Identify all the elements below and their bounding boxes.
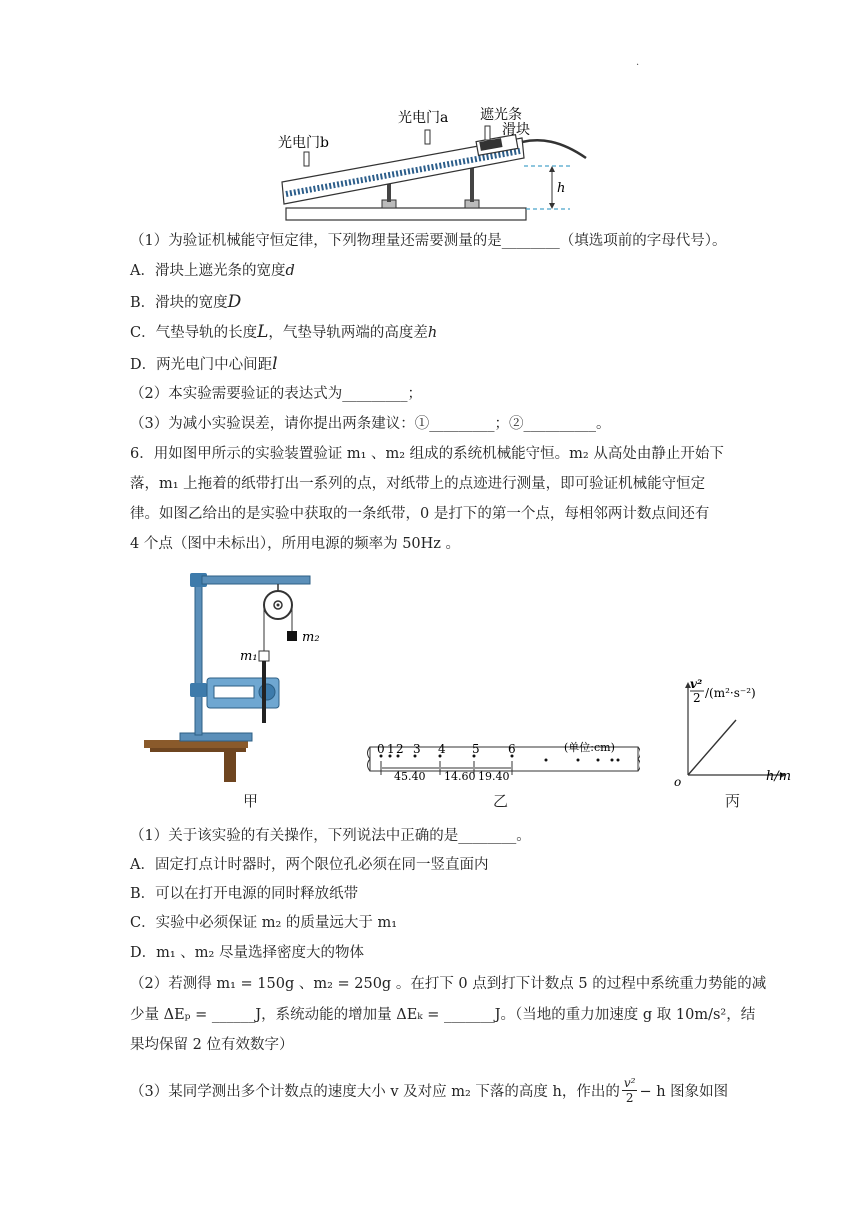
paper-tape	[262, 661, 266, 723]
svg-text:2: 2	[396, 742, 404, 756]
dist-3: 19.40	[478, 770, 510, 783]
figure-jia	[140, 565, 320, 785]
svg-text:5: 5	[472, 742, 480, 756]
bing-ylabel: /(m²·s⁻²)	[705, 686, 756, 700]
q6-q2b: 少量 ΔEₚ = ______J，系统动能的增加量 ΔEₖ = _______J。（当地的重力加速度 g 取 10m/s²，结	[130, 1007, 756, 1023]
mass-m2	[287, 631, 297, 641]
q6-p2: 落，m₁ 上拖着的纸带打出一系列的点，对纸带上的点迹进行测量，即可验证机械能守恒定	[130, 476, 706, 492]
crossbar	[202, 576, 310, 584]
svg-text:6: 6	[508, 742, 516, 756]
label-slider: 滑块	[502, 122, 530, 138]
air-hose	[522, 140, 586, 158]
graph-line	[688, 720, 736, 775]
q6-p4: 4 个点（图中未标出），所用电源的频率为 50Hz 。	[130, 536, 461, 552]
figure-yi	[360, 735, 640, 785]
label-h: h	[557, 181, 566, 196]
svg-text:3: 3	[413, 742, 421, 756]
q6-optC: C．实验中必须保证 m₂ 的质量远大于 m₁	[130, 915, 398, 931]
dist-1: 45.40	[394, 770, 426, 783]
timer-knob	[259, 684, 275, 700]
q6-q3: （3）某同学测出多个计数点的速度大小 v 及对应 m₂ 下落的高度 h，作出的 v² 2 − h 图象如图	[130, 1075, 729, 1105]
svg-text:4: 4	[438, 742, 446, 756]
label-yi: 乙	[493, 792, 509, 810]
q5-optB: B．滑块的宽度D	[130, 292, 242, 312]
label-gate-b: 光电门b	[278, 135, 329, 151]
dist-2: 14.60	[444, 770, 476, 783]
gate-b	[304, 152, 309, 166]
label-m1: m₁	[240, 649, 258, 664]
q6-optA: A．固定打点计时器时，两个限位孔必须在同一竖直面内	[130, 857, 489, 873]
air-track-figure	[270, 100, 600, 225]
q6-q1: （1）关于该实验的有关操作，下列说法中正确的是________。	[130, 828, 531, 844]
q6-optB: B．可以在打开电源的同时释放纸带	[130, 886, 359, 902]
var-d: d	[285, 263, 295, 279]
bing-origin: o	[674, 775, 682, 789]
q5-line3: （3）为减小实验误差，请你提出两条建议：①_________；②__________。	[130, 416, 611, 432]
stand-pole	[195, 575, 202, 735]
q5-optA: A．滑块上遮光条的宽度d	[130, 263, 295, 279]
page-mark: ·	[636, 60, 640, 71]
stand-base	[180, 733, 252, 741]
label-m2: m₂	[302, 630, 320, 645]
mass-m1	[259, 651, 269, 661]
clamp-mid	[190, 683, 207, 697]
base-plate	[286, 208, 526, 220]
bing-den: 2	[693, 691, 701, 705]
fraction-v2-over-2: v² 2	[623, 1075, 636, 1105]
q6-q2c: 果均保留 2 位有效数字）	[130, 1037, 294, 1053]
support-right	[470, 168, 474, 202]
q5-line1: （1）为验证机械能守恒定律，下列物理量还需要测量的是________（填选项前的字母代号）。	[130, 233, 727, 249]
gate-a	[425, 130, 430, 144]
q6-optD: D．m₁ 、m₂ 尽量选择密度大的物体	[130, 945, 364, 961]
var-D: D	[227, 292, 242, 312]
label-bing: 丙	[725, 792, 741, 810]
svg-text:1: 1	[387, 742, 395, 756]
q5-optD: D．两光电门中心间距l	[130, 354, 278, 374]
tape-unit: (单位:cm)	[564, 741, 615, 754]
q6-q2a: （2）若测得 m₁ = 150g 、m₂ = 250g 。在打下 0 点到打下计数点 5 的过程中系统重力势能的减	[130, 976, 767, 992]
table-leg	[224, 752, 236, 782]
q5-optC: C．气垫导轨的长度L，气垫导轨两端的高度差h	[130, 322, 438, 342]
label-gate-a: 光电门a	[398, 110, 449, 126]
strip-marker	[485, 126, 490, 140]
q6-p3: 律。如图乙给出的是实验中获取的一条纸带，0 是打下的第一个点，每相邻两计数点间还有	[130, 506, 710, 522]
q5-line2: （2）本实验需要验证的表达式为_________；	[130, 386, 422, 402]
bing-xlabel: h/m	[766, 769, 792, 784]
q6-p1: 6．用如图甲所示的实验装置验证 m₁ 、m₂ 组成的系统机械能守恒。m₂ 从高处由静止开始下	[130, 446, 724, 462]
svg-text:0: 0	[377, 742, 385, 756]
bing-v2: v²	[690, 677, 703, 691]
label-strip: 遮光条	[480, 107, 522, 123]
figure-bing	[668, 672, 808, 792]
label-jia: 甲	[243, 792, 259, 810]
